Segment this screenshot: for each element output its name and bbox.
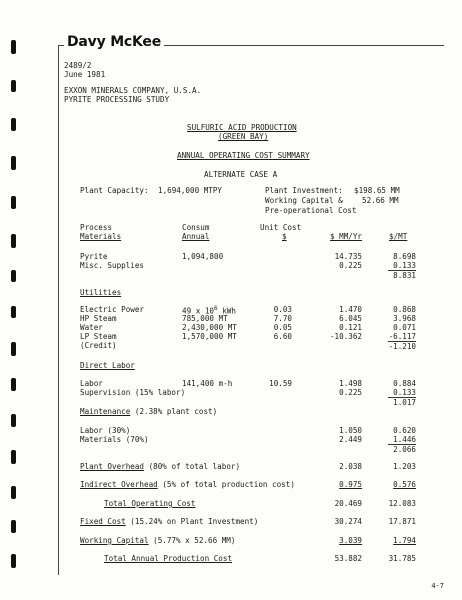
preop-label: Pre-operational Cost [265,206,357,215]
row-working-capital [80,537,235,545]
binder-hole [11,270,16,282]
client-name: EXXON MINERALS COMPANY, U.S.A. [64,86,202,95]
row-plant-overhead-mm: 2.038 [339,462,362,471]
binder-hole [11,486,16,499]
row-supervision-label: Supervision (15% labor) [80,388,186,397]
col-dollar: $ [282,232,287,241]
binder-hole [11,234,16,248]
subtotal-maintenance: 2.066 [393,445,416,454]
row-m-materials-mm: 2.449 [339,435,362,444]
row-fixed-cost-mt: 17.871 [388,517,416,526]
row-pyrite-mm: 14.735 [334,252,362,261]
row-pyrite-label: Pyrite [80,252,108,261]
company-logo: Davy McKee [64,34,164,50]
total-operating-mm: 20.469 [334,499,362,508]
fixed-cost-note: (15.24% on Plant Investment) [130,517,259,526]
subtotal-labor: 1.017 [393,398,416,407]
row-m-labor-label: Labor (30%) [80,426,131,435]
working-capital-note: (5.77% x 52.66 MM) [153,536,236,545]
electric-consum-exponent: 6 [214,305,218,312]
row-electric-label: Electric Power [80,305,145,314]
study-name: PYRITE PROCESSING STUDY [64,95,170,104]
section-direct-labor: Direct Labor [80,361,135,370]
row-indirect-overhead-mt: 0.576 [393,480,416,489]
indirect-overhead-note: (5% of total production cost) [162,480,295,489]
row-hp-unit: 7.70 [273,314,292,323]
row-misc-mt: 0.133 [393,261,416,270]
row-plant-overhead-mt: 1.203 [393,462,416,471]
row-water-consum: 2,430,000 MT [182,323,237,332]
binder-hole [11,196,16,209]
row-credit-label: (Credit) [80,341,117,350]
row-labor-mm: 1.498 [339,379,362,388]
row-lp-mm: -10.362 [329,332,362,341]
binder-hole [11,520,16,533]
row-pyrite-consum: 1,094,800 [182,252,224,261]
capacity-label: Plant Capacity: [80,186,149,195]
row-lp-mt: -6.117 [388,332,416,341]
row-labor-mt: 0.884 [393,379,416,388]
row-labor-label: Labor [80,379,103,388]
binder-hole [11,342,16,356]
col-process: Process [80,223,113,232]
investment-value: $198.65 MM [354,186,400,195]
page-border [58,45,59,575]
row-working-capital-mt: 1.794 [393,536,416,545]
page-number: 4-7 [431,582,444,590]
row-lp-consum: 1,570,000 MT [182,332,237,341]
row-fixed-cost [80,518,258,526]
doc-number: 2489/2 [64,61,92,70]
row-hp-consum: 785,000 MT [182,314,228,323]
row-hp-label: HP Steam [80,314,117,323]
maintenance-note: (2.38% plant cost) [134,407,218,416]
row-labor-consum: 141,400 m-h [182,379,233,388]
row-water-mm: 0.121 [339,323,362,332]
col-unit-cost: Unit Cost [260,223,302,232]
maintenance-heading: Maintenance [80,407,131,416]
col-mm-yr: $ MM/Yr [330,232,363,241]
row-water-label: Water [80,323,103,332]
case-label: ALTERNATE CASE A [204,170,278,179]
binder-hole [11,80,16,92]
section-utilities: Utilities [80,288,122,297]
total-annual-label: Total Annual Production Cost [104,554,233,563]
total-operating-mt: 12.083 [388,499,416,508]
electric-consum-base: 49 x 10 [182,306,215,316]
row-lp-unit: 6.60 [273,332,292,341]
row-supervision-mm: 0.225 [339,388,362,397]
binder-hole [11,450,16,464]
row-misc-mm: 0.225 [339,261,362,270]
row-m-materials-label: Materials (70%) [80,435,149,444]
electric-consum-unit: kWh [222,306,236,316]
row-fixed-cost-mm: 30.274 [334,517,362,526]
subtotal-utilities: -1.210 [388,342,416,351]
binder-hole [11,118,16,131]
section-maintenance [80,408,217,416]
row-indirect-overhead-mm: 0.975 [339,480,362,489]
row-electric-mt: 0.868 [393,305,416,314]
indirect-overhead-label: Indirect Overhead [80,480,158,489]
row-indirect-overhead [80,481,295,489]
row-m-labor-mm: 1.050 [339,426,362,435]
row-m-materials-mt: 1.446 [393,435,416,444]
investment-label: Plant Investment: [265,186,343,195]
col-materials: Materials [80,232,122,241]
total-annual-mm: 53.882 [334,554,362,563]
plant-overhead-note: (80% of total labor) [148,462,241,471]
col-annual: Annual [182,232,210,241]
row-labor-unit: 10.59 [269,379,292,388]
fixed-cost-label: Fixed Cost [80,517,126,526]
row-electric-mm: 1.470 [339,305,362,314]
row-lp-label: LP Steam [80,332,117,341]
total-annual-mt: 31.785 [388,554,416,563]
row-electric-unit: 0.03 [273,305,292,314]
row-water-unit: 0.05 [273,323,292,332]
binder-hole [11,306,16,318]
row-working-capital-mm: 3.039 [339,536,362,545]
working-capital-row-label: Working Capital [80,536,149,545]
plant-overhead-label: Plant Overhead [80,462,145,471]
binder-hole [11,414,16,427]
working-capital-label: Working Capital & [265,196,343,205]
report-title-location: (GREEN BAY) [218,132,269,141]
row-misc-label: Misc. Supplies [80,261,145,270]
subtotal-materials: 8.831 [393,271,416,280]
binder-hole [11,378,16,391]
total-operating-label: Total Operating Cost [104,499,196,508]
row-pyrite-mt: 8.698 [393,252,416,261]
binder-hole [11,554,16,568]
row-plant-overhead [80,463,240,471]
row-water-mt: 0.071 [393,323,416,332]
report-title: SULFURIC ACID PRODUCTION [187,123,297,132]
report-subtitle: ANNUAL OPERATING COST SUMMARY [177,151,310,160]
row-hp-mt: 3.968 [393,314,416,323]
working-capital-value: 52.66 MM [362,196,399,205]
binder-hole [11,40,16,54]
col-consum: Consum [182,223,210,232]
doc-date: June 1981 [64,70,106,79]
row-hp-mm: 6.045 [339,314,362,323]
row-supervision-mt: 0.133 [393,388,416,397]
col-per-mt: $/MT [389,232,408,241]
binder-hole [11,156,16,170]
capacity-value: 1,694,000 MTPY [158,186,223,195]
row-m-labor-mt: 0.620 [393,426,416,435]
